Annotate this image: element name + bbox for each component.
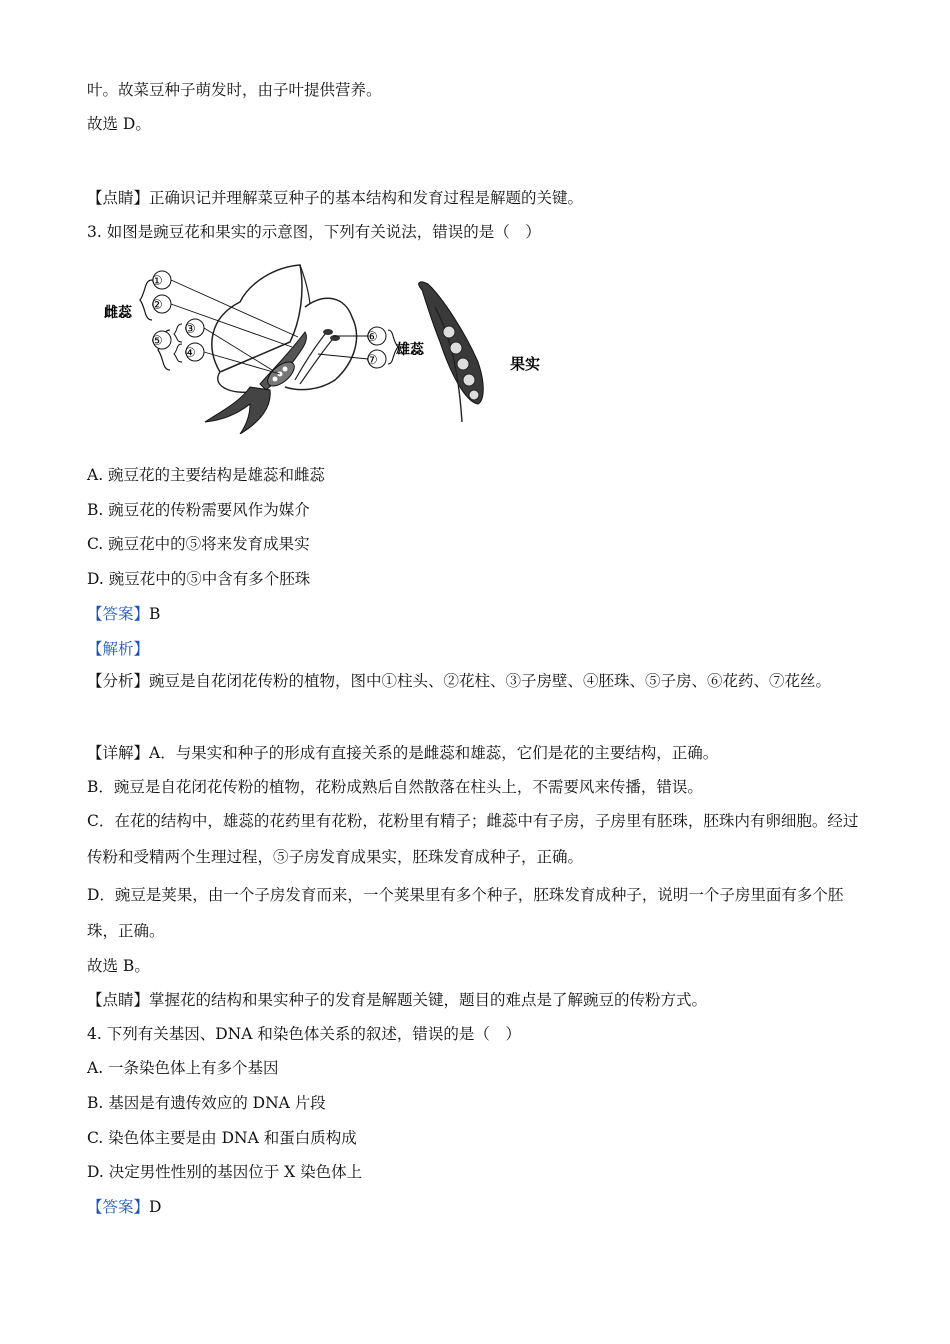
xiangjie-a-text: A．与果实和种子的形成有直接关系的是雌蕊和雄蕊，它们是花的主要结构，正确。	[149, 744, 719, 762]
label-6: ⑥	[366, 330, 378, 345]
fenxi-text: 豌豆是自花闭花传粉的植物，图中①柱头、②花柱、③子房壁、④胚珠、⑤子房、⑥花药、⑦花丝。	[149, 672, 832, 690]
xiangjie-a	[87, 743, 718, 763]
q4-option-a: A. 一条染色体上有多个基因	[87, 1059, 279, 1077]
answer-value: D	[149, 1198, 162, 1216]
option-b: B. 豌豆花的传粉需要风作为媒介	[87, 501, 310, 519]
answer-tag: 【答案】	[87, 1198, 150, 1216]
analysis-tag-line	[87, 639, 149, 659]
dianjing-paragraph	[87, 188, 583, 208]
label-fruit: 果实	[510, 355, 541, 373]
xiangjie-b: B．豌豆是自花闭花传粉的植物，花粉成熟后自然散落在柱头上，不需要风来传播，错误。	[87, 778, 703, 796]
option-a: A. 豌豆花的主要结构是雄蕊和雌蕊	[87, 466, 326, 484]
label-pistil: 雌蕊	[104, 305, 132, 321]
option-d: D. 豌豆花中的⑤中含有多个胚珠	[87, 570, 311, 588]
answer-line	[87, 604, 160, 624]
label-3: ③	[184, 322, 196, 337]
q4-answer-line	[87, 1197, 161, 1217]
pea-flower-fruit-diagram	[100, 262, 560, 434]
conclusion: 故选 B。	[87, 957, 150, 975]
xiangjie-d: D．豌豆是荚果，由一个子房发育而来，一个荚果里有多个种子，胚珠发育成种子，说明一个子房里面有多个胚珠，正确。	[87, 886, 844, 940]
label-2: ②	[151, 298, 163, 313]
fenxi-tag: 【分析】	[87, 672, 150, 690]
dianjing-text: 正确识记并理解菜豆种子的基本结构和发育过程是解题的关键。	[149, 189, 584, 207]
xiangjie-tag: 【详解】	[87, 744, 150, 762]
fenxi-paragraph	[87, 663, 863, 699]
question-3-stem: 3. 如图是豌豆花和果实的示意图，下列有关说法，错误的是（ ）	[87, 223, 541, 241]
question-4-stem: 4. 下列有关基因、DNA 和染色体关系的叙述，错误的是（ ）	[87, 1025, 521, 1043]
dianjing-paragraph	[87, 990, 707, 1010]
label-1: ①	[151, 274, 163, 289]
q4-option-c: C. 染色体主要是由 DNA 和蛋白质构成	[87, 1129, 357, 1147]
answer-tag: 【答案】	[87, 605, 150, 623]
label-stamen: 雄蕊	[396, 342, 424, 358]
q4-option-d: D. 决定男性性别的基因位于 X 染色体上	[87, 1163, 363, 1181]
text-line: 故选 D。	[87, 115, 151, 133]
option-c: C. 豌豆花中的⑤将来发育成果实	[87, 535, 310, 553]
q4-option-b: B. 基因是有遗传效应的 DNA 片段	[87, 1094, 326, 1112]
label-4: ④	[184, 346, 196, 361]
xiangjie-c: C．在花的结构中，雄蕊的花药里有花粉，花粉里有精子；雌蕊中有子房，子房里有胚珠，胚珠内有卵细胞。经过传粉和受精两个生理过程，⑤子房发育成果实，胚珠发育成种子，正确。	[87, 812, 859, 866]
label-7: ⑦	[366, 353, 378, 368]
label-5: ⑤	[151, 334, 163, 349]
dianjing-tag: 【点睛】	[87, 189, 150, 207]
analysis-tag: 【解析】	[87, 640, 150, 658]
answer-value: B	[149, 605, 161, 623]
dianjing-text: 掌握花的结构和果实种子的发育是解题关键，题目的难点是了解豌豆的传粉方式。	[149, 991, 708, 1009]
dianjing-tag: 【点睛】	[87, 991, 150, 1009]
text-line: 叶。故菜豆种子萌发时，由子叶提供营养。	[87, 81, 382, 99]
